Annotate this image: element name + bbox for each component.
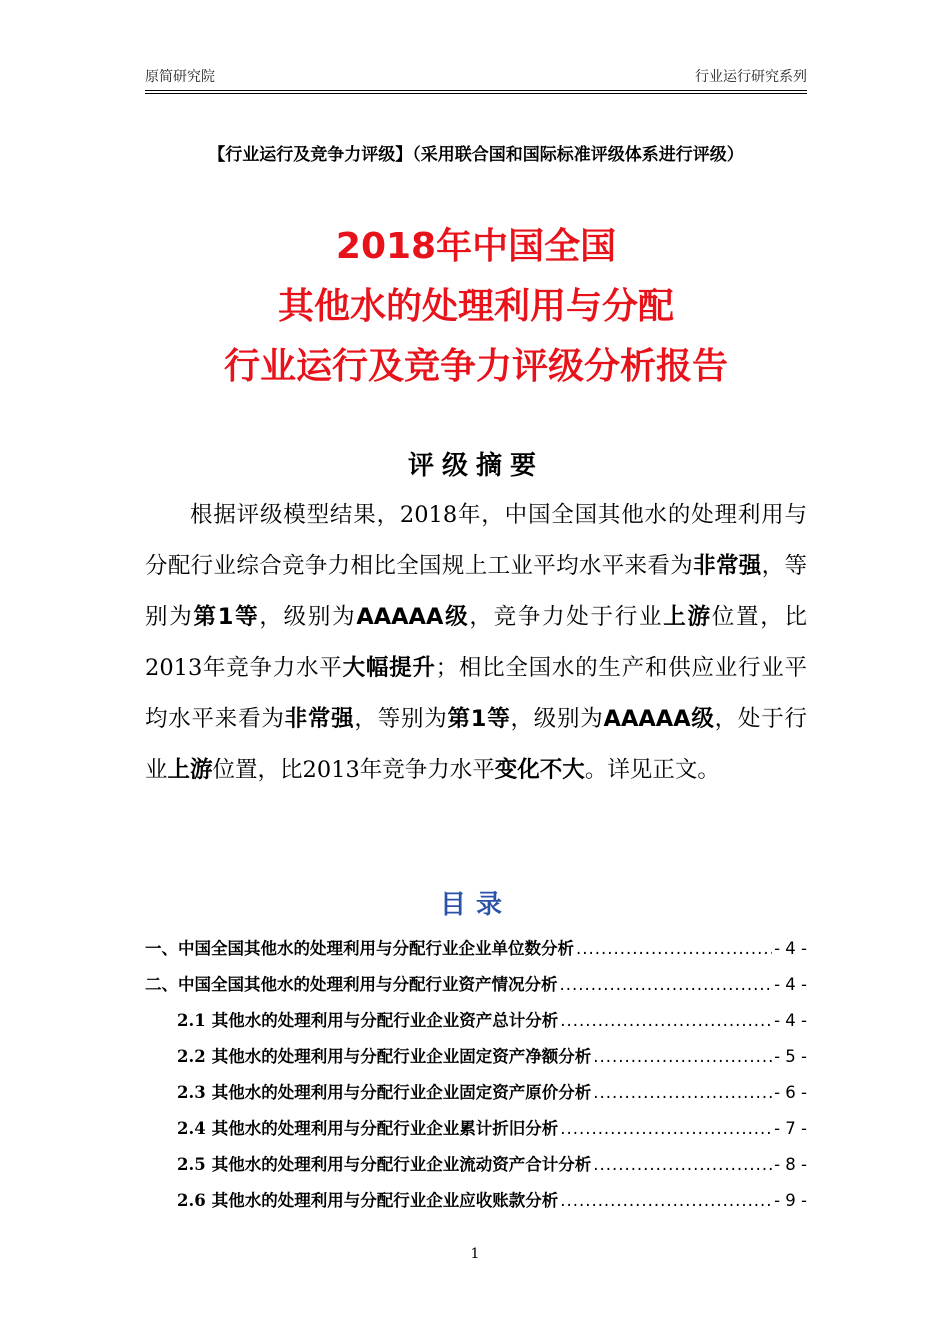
toc-entry-page: - 8 - (774, 1155, 807, 1174)
toc-leader-dots (560, 1011, 772, 1030)
toc-entry-page: - 6 - (774, 1083, 807, 1102)
toc-entry-label: 二、中国全国其他水的处理利用与分配行业资产情况分析 (145, 975, 558, 994)
toc-leader-dots (576, 939, 772, 958)
toc-subentry[interactable] (145, 1079, 807, 1115)
toc-entry-number: 2.3 (177, 1083, 206, 1102)
abstract-text: 位置，比2013年竞争力水平 (145, 604, 807, 681)
page-number: 1 (470, 1246, 480, 1262)
toc-entry-label: 其他水的处理利用与分配行业企业固定资产原价分析 (211, 1083, 592, 1102)
toc-entry-page: - 5 - (774, 1047, 807, 1066)
abstract-text: ，级别为 (259, 604, 357, 630)
page-header (145, 66, 807, 88)
header-series: 行业运行研究系列 (695, 69, 807, 85)
abstract-text: ，级别为 (510, 706, 604, 732)
abstract-emphasis: AAAAA级 (603, 706, 715, 732)
abstract-emphasis: AAAAA级 (356, 604, 470, 630)
abstract-text: ，竞争力处于行业 (469, 604, 664, 630)
toc-entry-label: 其他水的处理利用与分配行业企业累计折旧分析 (211, 1119, 559, 1138)
toc-subentry[interactable] (145, 1187, 807, 1223)
toc-entry-label: 其他水的处理利用与分配行业企业流动资产合计分析 (211, 1155, 592, 1174)
toc-subentry[interactable] (145, 1043, 807, 1079)
report-subheading: 【行业运行及竞争力评级】（采用联合国和国际标准评级体系进行评级） (208, 145, 744, 165)
toc-entry[interactable] (145, 971, 807, 1007)
toc-entry-page: - 4 - (774, 1011, 807, 1030)
toc-entry-page: - 4 - (774, 975, 807, 994)
toc-entry-label: 其他水的处理利用与分配行业企业固定资产净额分析 (211, 1047, 592, 1066)
abstract-text: ，等别为 (354, 706, 448, 732)
toc-entry-number: 2.1 (177, 1011, 206, 1030)
abstract-heading: 评级摘要 (407, 451, 544, 481)
title-line-1: 2018年中国全国 (335, 226, 617, 267)
toc-subentry[interactable] (145, 1115, 807, 1151)
toc-entry-number: 2.5 (177, 1155, 206, 1174)
abstract-emphasis: 非常强 (284, 706, 355, 732)
toc-entry-number: 2.4 (177, 1119, 206, 1138)
toc-leader-dots (593, 1155, 772, 1174)
abstract-text: 。详见正文。 (584, 757, 720, 783)
abstract-emphasis: 变化不大 (494, 757, 585, 783)
toc-entry-label: 其他水的处理利用与分配行业企业资产总计分析 (211, 1011, 559, 1030)
abstract-text: 位置，比2013年竞争力水平 (212, 757, 495, 783)
abstract-text: ，处于行业 (145, 706, 807, 783)
toc-entry-number: 2.6 (177, 1191, 206, 1210)
header-rule-secondary (145, 93, 807, 94)
toc-heading: 目录 (439, 890, 512, 920)
abstract-emphasis: 第1等 (193, 604, 260, 630)
toc-entry-label: 一、中国全国其他水的处理利用与分配行业企业单位数分析 (145, 939, 574, 958)
abstract-emphasis: 第1等 (447, 706, 511, 732)
header-organization: 原简研究院 (145, 69, 215, 85)
abstract-text: ；相比全国水的生产和供应业行业平均水平来看为 (145, 655, 807, 732)
toc-entry-page: - 4 - (774, 939, 807, 958)
toc-entry-number: 2.2 (177, 1047, 206, 1066)
abstract-emphasis: 大幅提升 (342, 655, 436, 681)
abstract-text: 根据评级模型结果，2018年，中国全国其他水的处理利用与分配行业综合竞争力相比全国规上工业平均水平来看为 (145, 502, 807, 579)
toc-leader-dots (593, 1083, 772, 1102)
abstract-text: ，等别为 (145, 553, 807, 630)
toc-leader-dots (560, 1119, 772, 1138)
abstract-emphasis: 非常强 (693, 553, 762, 579)
toc-entry[interactable] (145, 935, 807, 971)
toc-leader-dots (560, 1191, 772, 1210)
title-line-3: 行业运行及竞争力评级分析报告 (223, 346, 728, 387)
toc-subentry[interactable] (145, 1007, 807, 1043)
toc-leader-dots (560, 975, 773, 994)
abstract-emphasis: 上游 (663, 604, 712, 630)
toc-entry-page: - 7 - (774, 1119, 807, 1138)
toc-subentry[interactable] (145, 1151, 807, 1187)
header-rule (145, 90, 807, 91)
abstract-emphasis: 上游 (167, 757, 213, 783)
toc-entry-label: 其他水的处理利用与分配行业企业应收账款分析 (211, 1191, 559, 1210)
toc-leader-dots (593, 1047, 772, 1066)
abstract-paragraph (145, 490, 807, 796)
title-line-2: 其他水的处理利用与分配 (277, 286, 674, 327)
toc-entry-page: - 9 - (774, 1191, 807, 1210)
table-of-contents (145, 935, 807, 1223)
